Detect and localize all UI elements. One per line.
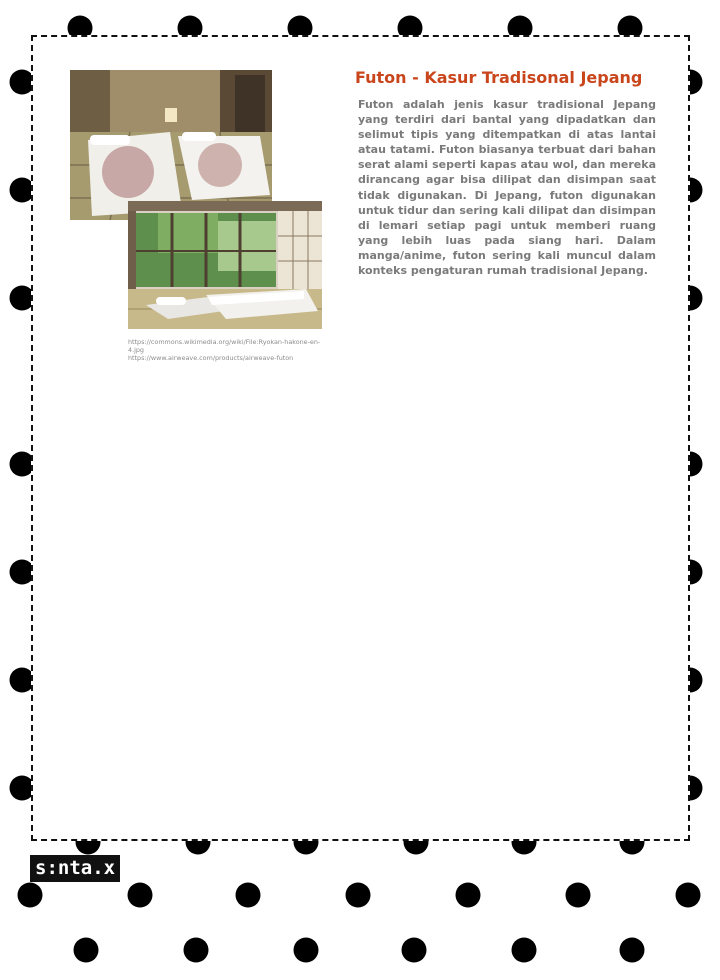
polka-dot: [184, 938, 209, 963]
article-body: Futon adalah jenis kasur tradisional Jepang yang terdiri dari bantal yang dipadatkan dan selimut tipis yang ditempatkan di atas lantai atau tatami. Futon biasanya terbuat dari bahan serat alami seperti kapas atau wol, dan mereka dirancang agar bisa dilipat dan disimpan saat tidak digunakan. Di Jepang, futon digunakan untuk tidur dan sering kali dilipat dan disimpan di lemari setiap pagi untuk memberi ruang yang lebih luas pada siang hari. Dalam manga/anime, futon sering kali muncul dalam konteks pengaturan rumah tradisional Jepang.: [358, 98, 656, 278]
image-source-captions: [128, 338, 324, 362]
polka-dot: [74, 938, 99, 963]
polka-dot: [456, 883, 481, 908]
polka-dot: [346, 883, 371, 908]
article-title: Futon - Kasur Tradisonal Jepang: [355, 68, 643, 87]
polka-dot: [620, 938, 645, 963]
polka-dot: [128, 883, 153, 908]
ryokan-futon-photo: [70, 70, 272, 220]
caption-ryokan-source: https://commons.wikimedia.org/wiki/File:Ryokan-hakone-en-4.jpg: [128, 338, 321, 354]
airweave-futon-photo: [128, 201, 322, 329]
polka-dot: [566, 883, 591, 908]
polka-dot: [676, 883, 701, 908]
polka-dot: [512, 938, 537, 963]
polka-dot: [294, 938, 319, 963]
polka-dot: [402, 938, 427, 963]
brand-logo: s:nta.x: [30, 855, 120, 882]
caption-airweave-source: https://www.airweave.com/products/airweave-futon: [128, 354, 294, 362]
polka-dot: [236, 883, 261, 908]
polka-dot: [18, 883, 43, 908]
content-card: [31, 35, 690, 841]
